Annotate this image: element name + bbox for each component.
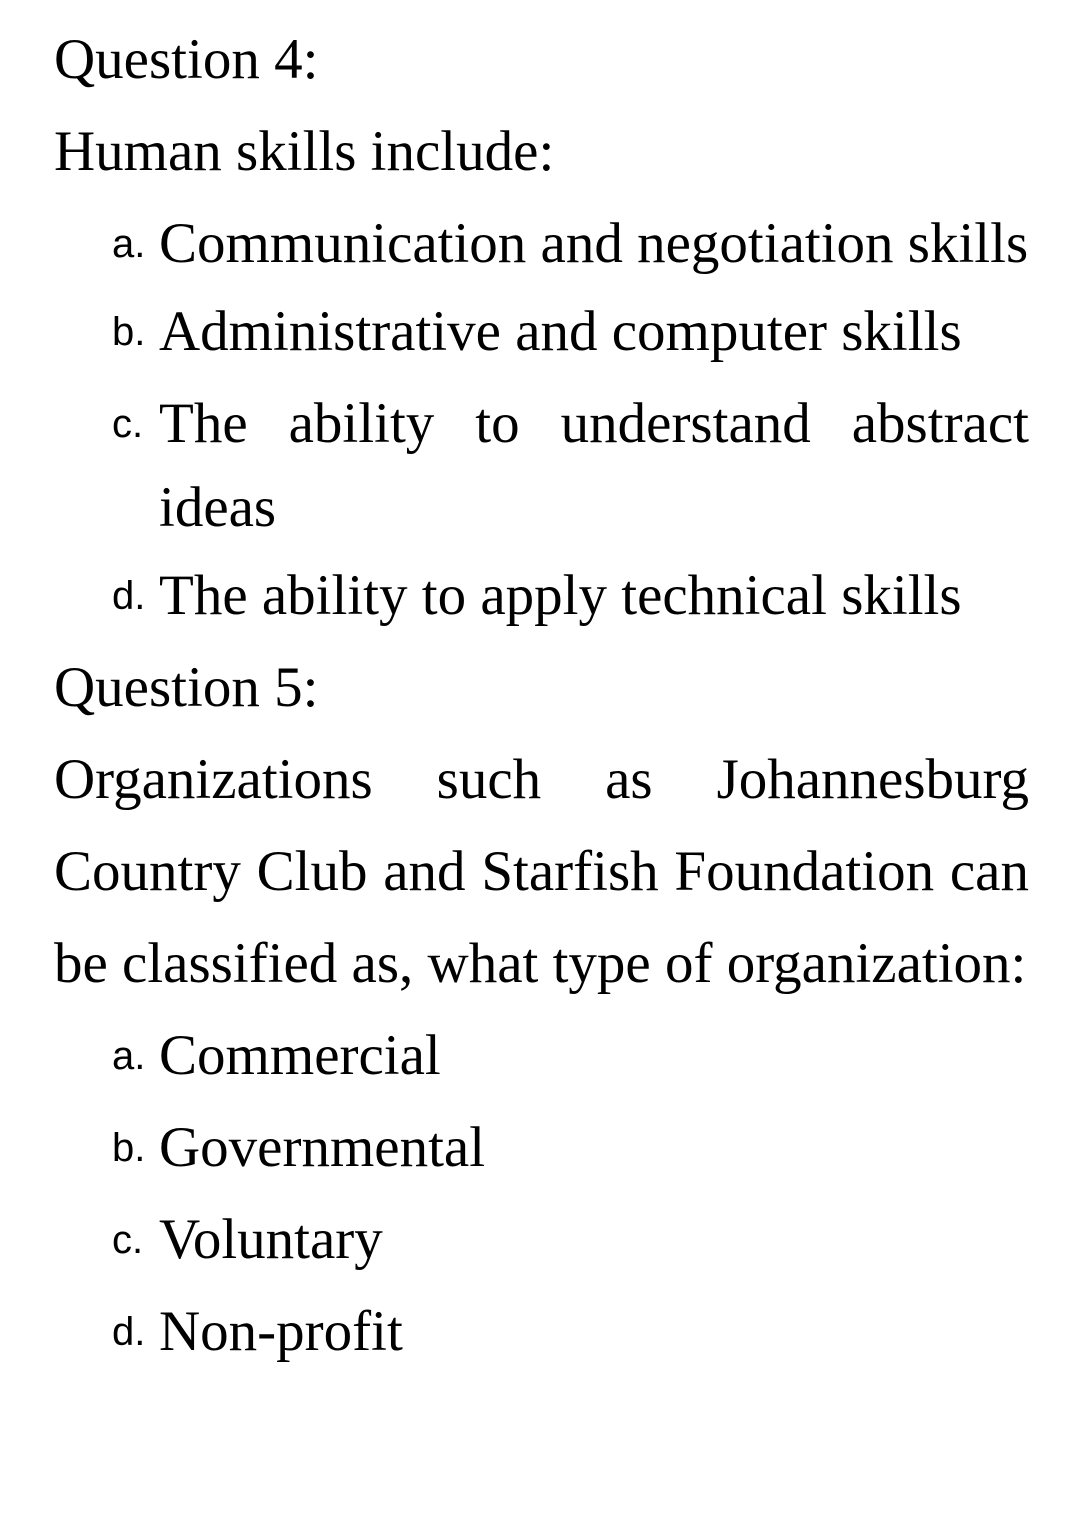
option-marker: c. [112,402,144,446]
option-text: Communication and negotiation skills [159,212,1029,275]
answer-option-a [54,1010,1029,1102]
answer-option-c [54,1194,1029,1286]
option-text: Non-profit [159,1300,403,1363]
question-heading: Question 4: [54,28,319,91]
option-marker: d. [112,574,146,618]
option-marker: a. [112,222,146,266]
option-marker: a. [112,1034,146,1078]
option-marker: d. [112,1310,146,1354]
option-text: The ability to understand abstract ideas [159,392,1029,539]
option-text: Voluntary [159,1208,383,1271]
question-heading: Question 5: [54,656,319,719]
option-text: Administrative and computer skills [159,300,962,363]
option-marker: b. [112,310,146,354]
question-5 [54,642,1029,1378]
option-text: Commercial [159,1024,441,1087]
answer-option-d [54,1286,1029,1378]
answer-option-a [54,198,1029,286]
question-prompt: Organizations such as Johannesburg Country Club and Starfish Foundation can be classified as, what type of organization: [54,748,1029,995]
option-text: Governmental [159,1116,486,1179]
answer-option-b [54,1102,1029,1194]
answer-option-c [54,378,1029,550]
document-page [54,14,1029,1378]
answer-options [54,198,1029,642]
option-marker: b. [112,1126,146,1170]
answer-option-d [54,550,1029,642]
option-text: The ability to apply technical skills [159,564,962,627]
question-4 [54,14,1029,642]
answer-options [54,1010,1029,1378]
option-marker: c. [112,1218,144,1262]
answer-option-b [54,286,1029,378]
question-prompt: Human skills include: [54,120,555,183]
